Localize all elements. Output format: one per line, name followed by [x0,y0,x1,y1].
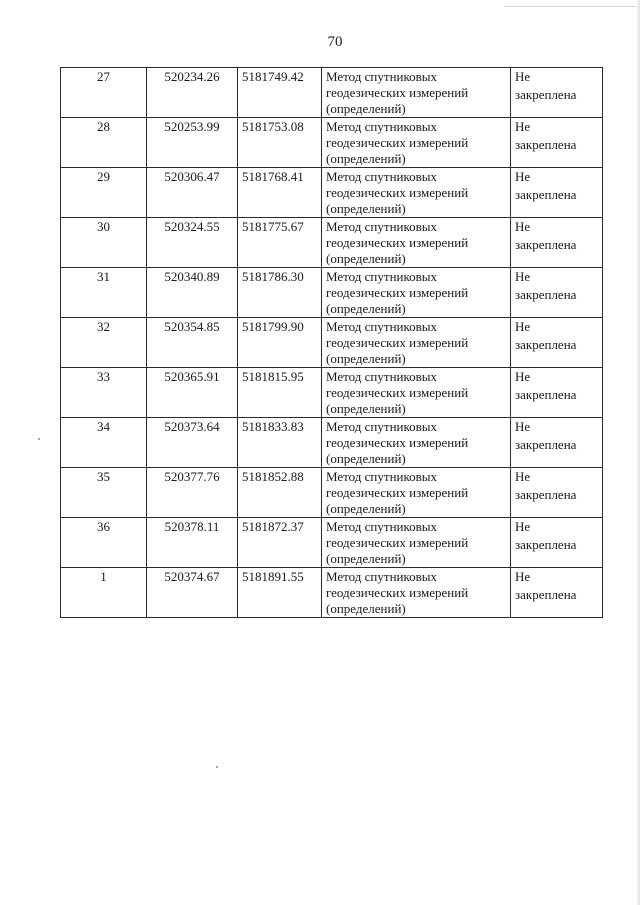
x-coordinate-cell: 520354.85 [147,318,238,368]
table-row [61,418,603,468]
status-line: Не [515,119,531,134]
point-number-cell: 33 [61,368,147,418]
y-coordinate-cell: 5181799.90 [238,318,322,368]
y-coordinate-cell: 5181749.42 [238,68,322,118]
y-coordinate-cell: 5181786.30 [238,268,322,318]
y-coordinate-cell: 5181775.67 [238,218,322,268]
method-line: (определений) [326,451,406,466]
method-line: Метод спутниковых [326,219,438,234]
status-line: Не [515,519,531,534]
method-line: (определений) [326,601,406,616]
status-line: Не [515,269,531,284]
method-cell [322,168,511,218]
fixing-status-cell [511,318,603,368]
method-line: геодезических измерений [326,435,469,450]
boundary-points-table [60,67,603,618]
fixing-status-cell [511,568,603,618]
fixing-status-cell [511,68,603,118]
status-line: Не [515,419,531,434]
method-line: Метод спутниковых [326,319,438,334]
points-table-body [61,68,603,618]
fixing-status-cell [511,518,603,568]
status-line: Не [515,469,531,484]
method-line: Метод спутниковых [326,169,438,184]
y-coordinate-cell: 5181768.41 [238,168,322,218]
method-line: (определений) [326,201,406,216]
method-line: (определений) [326,151,406,166]
method-line: (определений) [326,401,406,416]
fixing-status-cell [511,468,603,518]
method-line: (определений) [326,301,406,316]
method-cell [322,568,511,618]
status-line: закреплена [515,487,577,502]
status-line: закреплена [515,187,577,202]
scan-speck [216,766,218,768]
x-coordinate-cell: 520373.64 [147,418,238,468]
table-row [61,468,603,518]
table-row [61,368,603,418]
point-number-cell: 34 [61,418,147,468]
method-cell [322,518,511,568]
fixing-status-cell [511,218,603,268]
method-line: (определений) [326,551,406,566]
status-line: закреплена [515,337,577,352]
method-line: Метод спутниковых [326,119,438,134]
y-coordinate-cell: 5181872.37 [238,518,322,568]
method-line: Метод спутниковых [326,419,438,434]
method-line: геодезических измерений [326,85,469,100]
table-row [61,68,603,118]
method-line: геодезических измерений [326,285,469,300]
status-line: закреплена [515,537,577,552]
method-line: Метод спутниковых [326,519,438,534]
table-row [61,518,603,568]
point-number-cell: 28 [61,118,147,168]
fixing-status-cell [511,168,603,218]
point-number-cell: 1 [61,568,147,618]
fixing-status-cell [511,268,603,318]
status-line: Не [515,219,531,234]
point-number-cell: 29 [61,168,147,218]
fixing-status-cell [511,118,603,168]
method-line: (определений) [326,251,406,266]
y-coordinate-cell: 5181815.95 [238,368,322,418]
y-coordinate-cell: 5181833.83 [238,418,322,468]
status-line: Не [515,169,531,184]
method-line: геодезических измерений [326,185,469,200]
method-cell [322,468,511,518]
point-number-cell: 35 [61,468,147,518]
point-number-cell: 31 [61,268,147,318]
method-line: геодезических измерений [326,535,469,550]
method-line: геодезических измерений [326,485,469,500]
status-line: закреплена [515,287,577,302]
scan-speck [38,438,40,440]
x-coordinate-cell: 520324.55 [147,218,238,268]
table-row [61,318,603,368]
scan-top-rule [505,6,637,7]
table-row [61,218,603,268]
point-number-cell: 30 [61,218,147,268]
status-line: Не [515,369,531,384]
table-row [61,118,603,168]
x-coordinate-cell: 520340.89 [147,268,238,318]
status-line: Не [515,69,531,84]
method-line: геодезических измерений [326,585,469,600]
method-line: геодезических измерений [326,385,469,400]
method-line: (определений) [326,351,406,366]
method-line: (определений) [326,501,406,516]
status-line: закреплена [515,137,577,152]
method-cell [322,318,511,368]
method-line: Метод спутниковых [326,469,438,484]
x-coordinate-cell: 520377.76 [147,468,238,518]
y-coordinate-cell: 5181891.55 [238,568,322,618]
method-cell [322,418,511,468]
x-coordinate-cell: 520378.11 [147,518,238,568]
status-line: Не [515,569,531,584]
y-coordinate-cell: 5181852.88 [238,468,322,518]
point-number-cell: 32 [61,318,147,368]
method-line: Метод спутниковых [326,69,438,84]
fixing-status-cell [511,418,603,468]
point-number-cell: 36 [61,518,147,568]
method-line: Метод спутниковых [326,569,438,584]
status-line: закреплена [515,437,577,452]
method-line: геодезических измерений [326,335,469,350]
method-line: Метод спутниковых [326,269,438,284]
status-line: закреплена [515,237,577,252]
method-cell [322,368,511,418]
status-line: закреплена [515,587,577,602]
method-line: геодезических измерений [326,235,469,250]
x-coordinate-cell: 520234.26 [147,68,238,118]
x-coordinate-cell: 520253.99 [147,118,238,168]
table-row [61,568,603,618]
x-coordinate-cell: 520365.91 [147,368,238,418]
table-row [61,268,603,318]
status-line: закреплена [515,387,577,402]
point-number-cell: 27 [61,68,147,118]
fixing-status-cell [511,368,603,418]
x-coordinate-cell: 520374.67 [147,568,238,618]
method-cell [322,68,511,118]
status-line: Не [515,319,531,334]
method-cell [322,268,511,318]
method-line: геодезических измерений [326,135,469,150]
status-line: закреплена [515,87,577,102]
x-coordinate-cell: 520306.47 [147,168,238,218]
method-line: Метод спутниковых [326,369,438,384]
page-number: 70 [327,34,343,50]
y-coordinate-cell: 5181753.08 [238,118,322,168]
table-row [61,168,603,218]
method-line: (определений) [326,101,406,116]
method-cell [322,118,511,168]
method-cell [322,218,511,268]
